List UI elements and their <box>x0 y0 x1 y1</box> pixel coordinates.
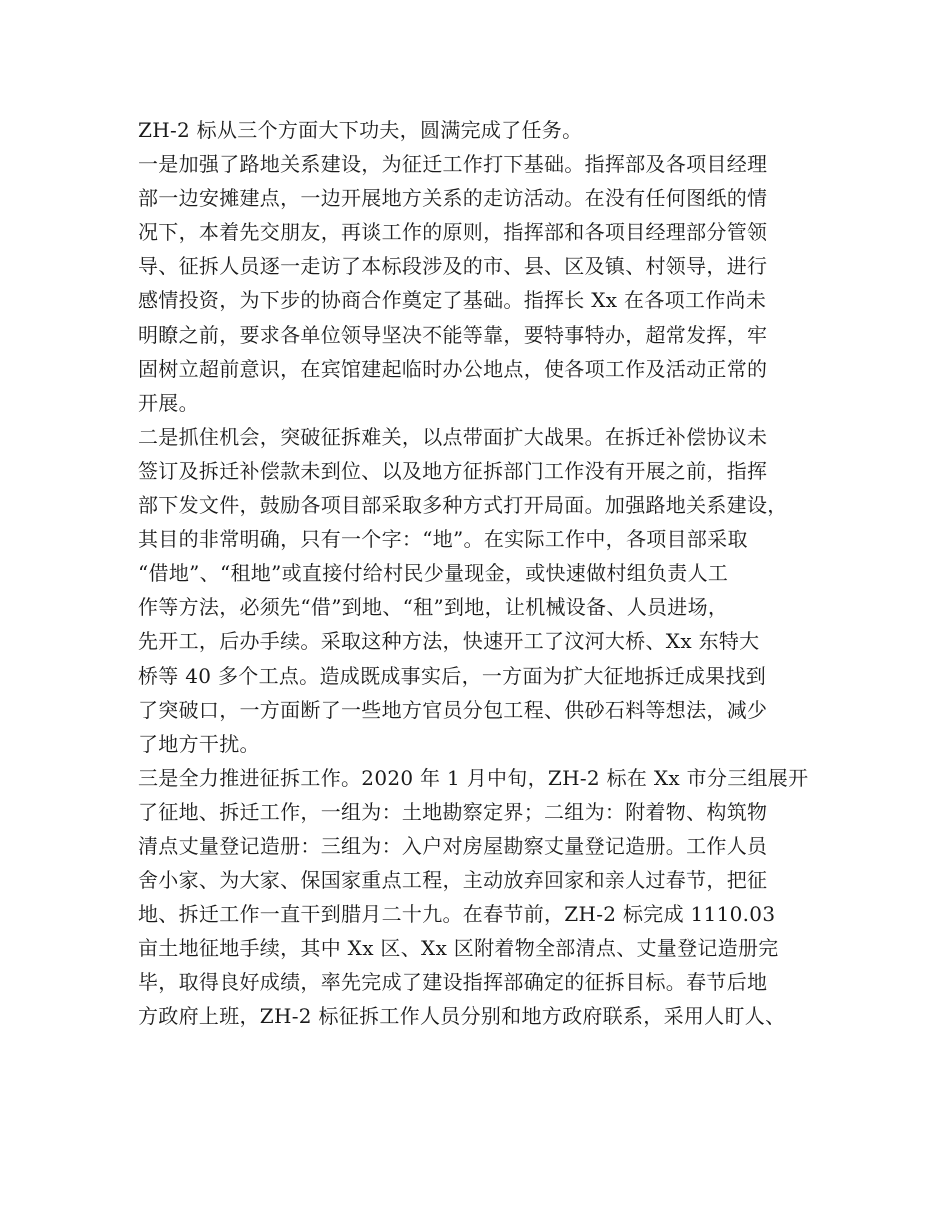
text-line: 一是加强了路地关系建设，为征迁工作打下基础。指挥部及各项目经理 <box>138 152 768 177</box>
text-line: ZH-2 标从三个方面大下功夫，圆满完成了任务。 <box>138 118 583 142</box>
text-line: 了征地、拆迁工作，一组为：土地勘察定界；二组为：附着物、构筑物 <box>138 799 768 824</box>
text-line: 了地方干扰。 <box>138 731 260 756</box>
text-line: 开展。 <box>138 390 199 415</box>
text-line: “借地”、“租地”或直接付给村民少量现金，或快速做村组负责人工 <box>138 561 729 586</box>
text-line: 其目的非常明确，只有一个字：“地”。在实际工作中，各项目部采取 <box>138 527 748 552</box>
text-line: 了突破口，一方面断了一些地方官员分包工程、供砂石料等想法，减少 <box>138 697 768 722</box>
text-line: 感情投资，为下步的协商合作奠定了基础。指挥长 Xx 在各项工作尚未 <box>138 288 767 313</box>
text-line: 固树立超前意识，在宾馆建起临时办公地点，使各项工作及活动正常的 <box>138 356 768 381</box>
text-line: 先开工，后办手续。采取这种方法，快速开工了汶河大桥、Xx 东特大 <box>138 629 760 654</box>
document-body <box>138 113 828 1034</box>
text-line: 方政府上班，ZH-2 标征拆工作人员分别和地方政府联系，采用人盯人、 <box>138 1004 786 1029</box>
text-line: 导、征拆人员逐一走访了本标段涉及的市、县、区及镇、村领导，进行 <box>138 254 768 279</box>
text-line: 舍小家、为大家、保国家重点工程，主动放弃回家和亲人过春节，把征 <box>138 868 768 893</box>
text-line: 部下发文件，鼓励各项目部采取多种方式打开局面。加强路地关系建设， <box>138 493 788 518</box>
text-line: 地、拆迁工作一直干到腊月二十九。在春节前，ZH-2 标完成 1110.03 <box>138 902 776 927</box>
text-line: 况下，本着先交朋友，再谈工作的原则，指挥部和各项目经理部分管领 <box>138 220 768 245</box>
text-line: 清点丈量登记造册：三组为：入户对房屋勘察丈量登记造册。工作人员 <box>138 833 768 858</box>
text-line: 二是抓住机会，突破征拆难关，以点带面扩大战果。在拆迁补偿协议未 <box>138 424 768 449</box>
text-line: 亩土地征地手续，其中 Xx 区、Xx 区附着物全部清点、丈量登记造册完 <box>138 936 779 961</box>
text-line: 桥等 40 多个工点。造成既成事实后，一方面为扩大征地拆迁成果找到 <box>138 663 767 688</box>
text-line: 三是全力推进征拆工作。2020 年 1 月中旬，ZH-2 标在 Xx 市分三组展开 <box>138 765 809 790</box>
text-line: 部一边安摊建点，一边开展地方关系的走访活动。在没有任何图纸的情 <box>138 186 768 211</box>
text-line: 作等方法，必须先“借”到地、“租”到地，让机械设备、人员进场， <box>138 595 729 620</box>
text-line: 签订及拆迁补偿款未到位、以及地方征拆部门工作没有开展之前，指挥 <box>138 458 768 483</box>
text-line: 毕，取得良好成绩，率先完成了建设指挥部确定的征拆目标。春节后地 <box>138 970 768 995</box>
text-line: 明瞭之前，要求各单位领导坚决不能等靠，要特事特办，超常发挥，牢 <box>138 322 768 347</box>
